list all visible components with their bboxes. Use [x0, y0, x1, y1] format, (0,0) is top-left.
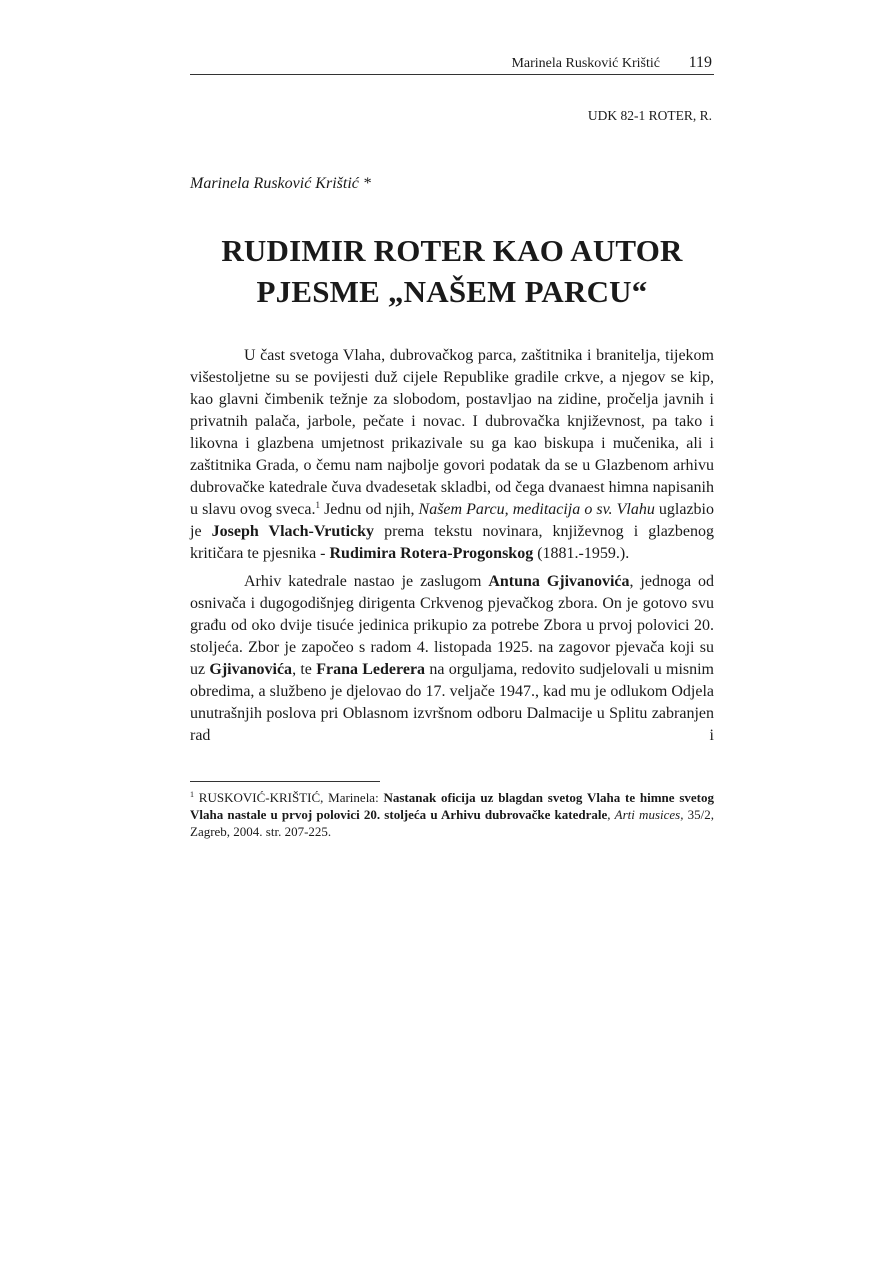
p1-text-1: U čast svetoga Vlaha, dubrovačkog parca, zaštitnika i branitelja, tijekom višestoljetne su se povijesti duž cijele Republike gradile crkve, a njegov se kip, kao glavni čimbenik težnje za slobodom, postavljao na zidine, pročelja javnih i privatnih palača, jarbole, pečate i novac. I dubrovačka književnost, pa tako i likovna i glazbena umjetnost prikazivale su ga kao biskupa i mučenika, ali i zaštitnika Grada, o čemu nam najbolje govori podatak da se u Glazbenom arhivu dubrovačke katedrale čuva dvadesetak skladbi, od čega dvanaest himna napisanih u slavu ovog sveca.: [190, 347, 714, 518]
paragraph-1: [190, 345, 714, 565]
running-header-author: Marinela Rusković Krištić: [511, 56, 660, 71]
article-author: Marinela Rusković Krištić *: [190, 175, 371, 192]
title-line-2: PJESME „NAŠEM PARCU“: [256, 274, 648, 309]
p2-text-2: , jednoga od osnivača i dugogodišnjeg dirigenta Crkvenog pjevačkog zbora. On je gotovo svu građu od oko dvije tisuće jedinica prikupio za potrebe Zbora u prvoj polovici 20. stoljeća. Zbor je započeo s radom 4. listopada 1925. na zagovor pjevača koji su uz: [190, 573, 714, 678]
p1-text-4: prema tekstu novinara, književnog i glazbenog kritičara te pjesnika -: [190, 523, 714, 562]
article-body: [190, 345, 714, 747]
p2-text-1: Arhiv katedrale nastao je zaslugom: [244, 573, 489, 590]
footnote-sep: ,: [607, 807, 615, 822]
name-antun-gjivanovic: Antuna Gjivanovića: [488, 573, 630, 590]
p1-text-3: uglazbio je: [190, 501, 714, 540]
name-frano-lederer: Frana Lederera: [316, 661, 426, 678]
composer-name: Joseph Vlach-Vruticky: [211, 523, 375, 540]
footnote-journal: Arti musices,: [614, 807, 684, 822]
running-header: [190, 52, 714, 75]
paragraph-2: [190, 571, 714, 747]
footnote-divider: [190, 781, 380, 782]
footnote-title: Nastanak oficija uz blagdan svetog Vlaha te himne svetog Vlaha nastale u prvoj polovici 20. stoljeća u Arhivu dubrovačke katedrale: [190, 790, 714, 822]
page-number: 119: [688, 54, 712, 71]
name-gjivanovic: Gjivanovića: [209, 661, 293, 678]
udk-classification: UDK 82-1 ROTER, R.: [587, 108, 712, 123]
work-title: Našem Parcu, meditacija o sv. Vlahu: [418, 501, 655, 518]
footnote-number: 1: [190, 790, 194, 799]
footnote-reference[interactable]: 1: [315, 500, 321, 510]
p1-text-2: Jednu od njih,: [320, 501, 419, 518]
footnote: [190, 789, 714, 840]
p2-text-3: , te: [292, 661, 317, 678]
article-title: [190, 230, 714, 312]
footnote-details: 35/2, Zagreb, 2004. str. 207-225.: [190, 807, 714, 839]
p1-text-5: (1881.-1959.).: [533, 545, 630, 562]
footnote-author: RUSKOVIĆ-KRIŠTIĆ, Marinela:: [194, 790, 384, 805]
poet-name: Rudimira Rotera-Progonskog: [329, 545, 534, 562]
p2-text-4: na orguljama, redovito sudjelovali u misnim obredima, a službeno je djelovao do 17. veljače 1947., kad mu je odlukom Odjela unutrašnjih poslova pri Oblasnom izvršnom odboru Dalmacije u Splitu zabranjen rad i: [190, 661, 714, 744]
title-line-1: RUDIMIR ROTER KAO AUTOR: [221, 233, 683, 268]
